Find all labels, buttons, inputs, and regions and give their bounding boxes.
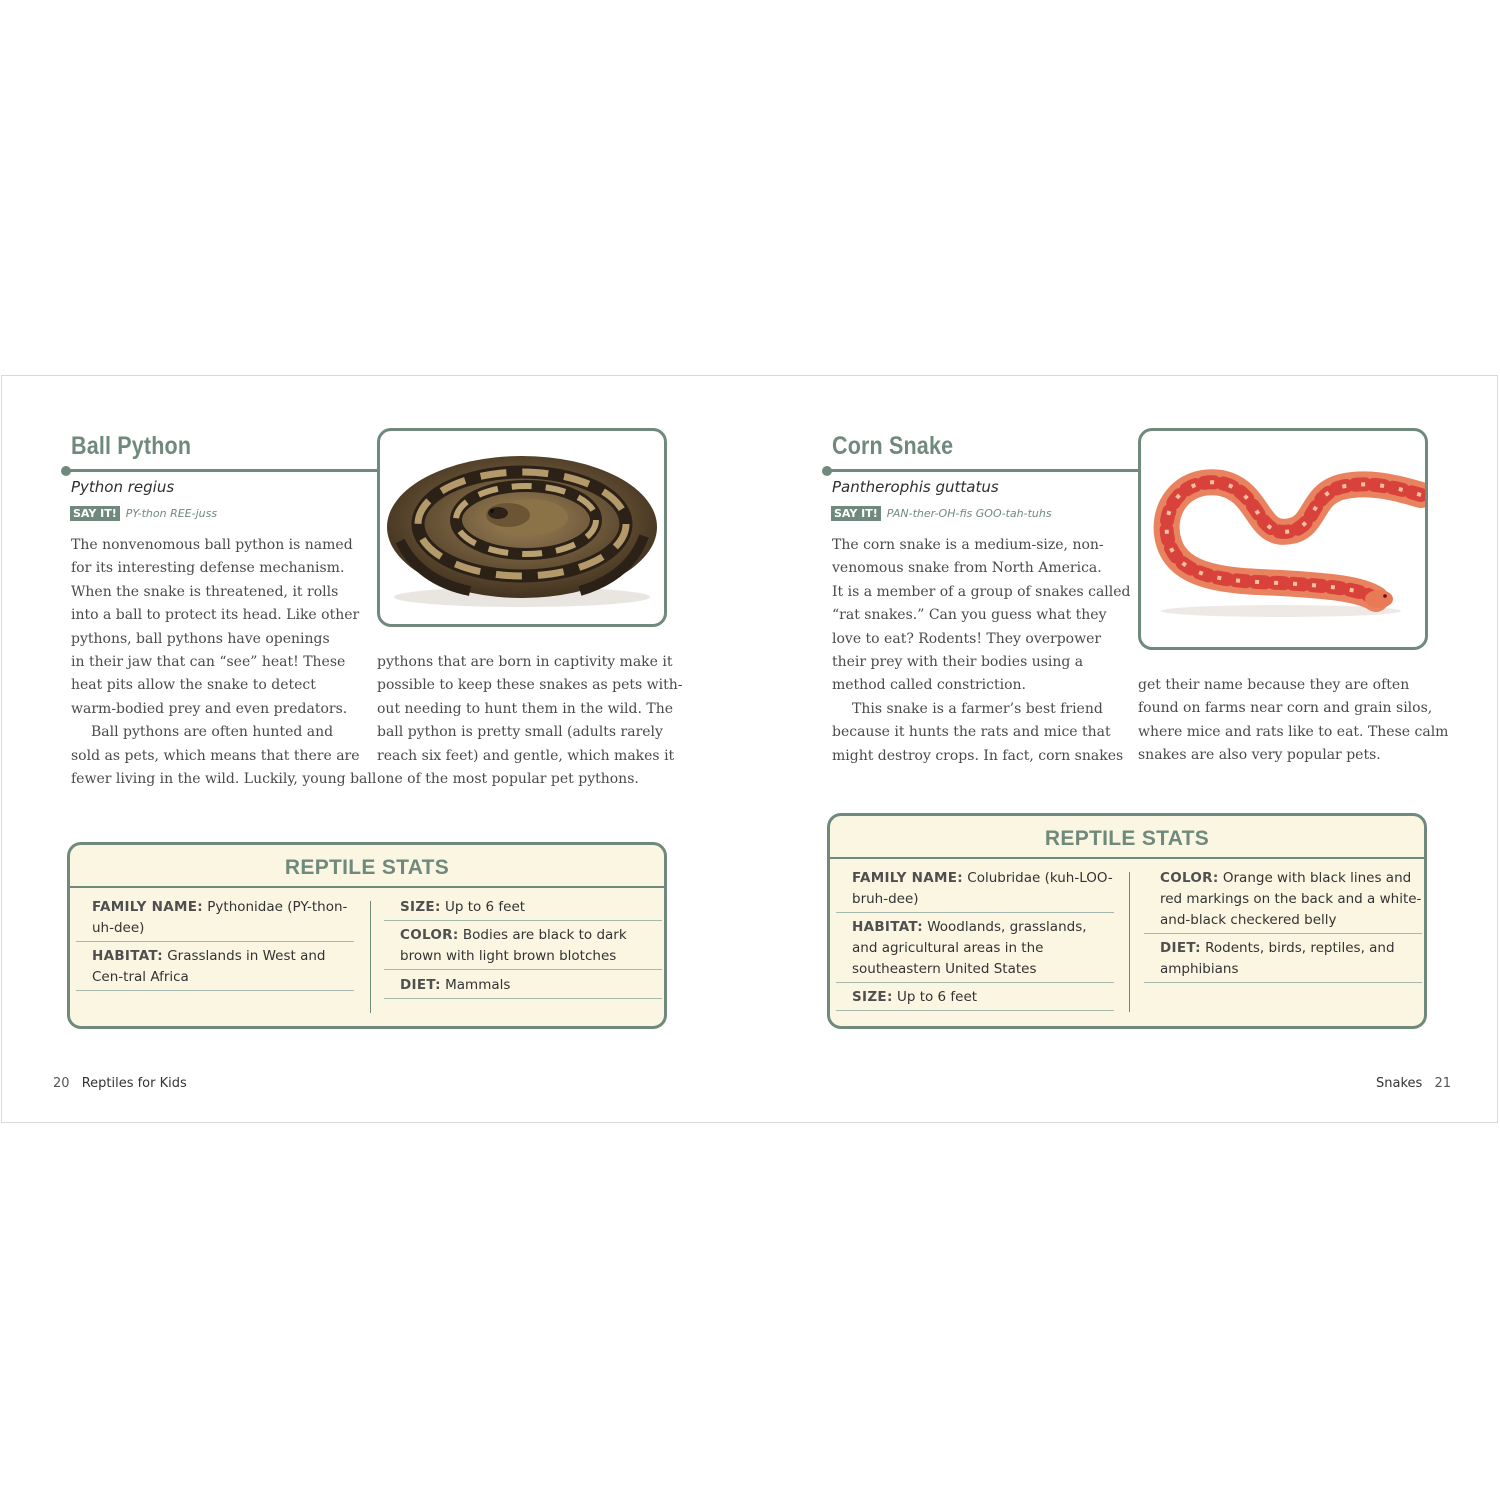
left-say-it <box>70 506 217 521</box>
body-text-line: It is a member of a group of snakes called <box>832 583 1131 600</box>
right-stat-diet <box>1144 938 1426 980</box>
right-reptile-stats <box>827 813 1427 1029</box>
left-running-title: Reptiles for Kids <box>81 1076 187 1091</box>
right-stats-column-divider <box>1129 872 1130 1012</box>
right-running-title: Snakes <box>1376 1076 1423 1091</box>
right-stat-habitat-line <box>836 982 1114 983</box>
left-say-it-badge: SAY IT! <box>70 506 120 521</box>
right-stat-family-value: Colubridae (kuh-LOO-bruh-dee) <box>852 870 1113 907</box>
left-stat-color <box>384 925 664 967</box>
body-text-line: for its interesting defense mechanism. <box>71 560 345 577</box>
left-stat-color-value: Bodies are black to dark brown with light brown blotches <box>400 927 627 964</box>
corn-snake-photo <box>1141 431 1425 647</box>
left-stat-habitat-line <box>76 990 354 991</box>
body-text-line: found on farms near corn and grain silos, <box>1138 700 1433 717</box>
right-stat-color-value: Orange with black lines and red markings on the back and a white-and-black checkered belly <box>1160 870 1422 928</box>
right-footer <box>1376 1076 1459 1091</box>
body-text-line: reach six feet) and gentle, which makes it <box>377 747 675 764</box>
body-text-line: snakes are also very popular pets. <box>1138 747 1381 764</box>
right-stat-habitat-value: Woodlands, grasslands, and agricultural areas in the southeastern United States <box>852 919 1087 977</box>
left-stat-family-line <box>76 941 354 942</box>
right-body-column-1 <box>832 534 1132 768</box>
left-stat-habitat <box>76 946 356 988</box>
body-text-line: The nonvenomous ball python is named <box>71 537 353 553</box>
right-scientific-name: Pantherophis guttatus <box>832 478 999 496</box>
left-title-rule <box>66 469 380 472</box>
body-text-line: warm-bodied prey and even predators. <box>71 700 348 717</box>
right-stat-diet-label: DIET: <box>1160 940 1201 956</box>
right-body-column-2 <box>1138 674 1449 768</box>
left-stat-diet <box>384 975 664 996</box>
body-text-line: heat pits allow the snake to detect <box>71 677 316 694</box>
right-say-it <box>831 506 1052 521</box>
right-stat-family-line <box>836 912 1114 913</box>
left-photo-frame <box>377 428 667 627</box>
left-footer <box>45 1076 187 1091</box>
body-text-line: method called constriction. <box>832 677 1026 694</box>
body-text-line: because it hunts the rats and mice that <box>832 724 1111 741</box>
body-text-line: where mice and rats like to eat. These calm <box>1138 723 1449 740</box>
left-stat-size-value: Up to 6 feet <box>444 899 526 915</box>
body-text-line: This snake is a farmer’s best friend <box>852 700 1103 717</box>
left-scientific-name: Python regius <box>71 478 175 496</box>
body-text-line: might destroy crops. In fact, corn snakes <box>832 747 1124 764</box>
body-text-line: “rat snakes.” Can you guess what they <box>832 607 1107 624</box>
left-title: Ball Python <box>71 432 192 460</box>
right-page-number: 21 <box>1434 1076 1451 1091</box>
body-text-line: sold as pets, which means that there are <box>71 747 360 764</box>
left-stat-family-label: FAMILY NAME: <box>92 899 203 915</box>
left-stats-divider <box>70 886 664 888</box>
body-text-line: When the snake is threatened, it rolls <box>71 583 339 600</box>
body-text-line: out needing to hunt them in the wild. The <box>377 700 674 717</box>
left-stat-size-line <box>384 920 662 921</box>
right-stat-diet-line <box>1144 982 1422 983</box>
left-page-number: 20 <box>53 1076 70 1091</box>
body-text-line: possible to keep these snakes as pets with- <box>377 677 683 694</box>
body-text-line: love to eat? Rodents! They overpower <box>832 630 1102 647</box>
right-say-it-badge: SAY IT! <box>831 506 881 521</box>
left-stat-habitat-value: Grasslands in West and Cen-tral Africa <box>92 948 326 985</box>
body-text-line: venomous snake from North America. <box>832 560 1102 577</box>
left-stat-size-label: SIZE: <box>400 899 441 915</box>
left-stat-habitat-label: HABITAT: <box>92 948 163 964</box>
body-text-line: one of the most popular pet pythons. <box>377 771 639 788</box>
right-stat-family-label: FAMILY NAME: <box>852 870 963 886</box>
right-stats-divider <box>830 857 1424 859</box>
body-text-line: Ball pythons are often hunted and <box>91 724 334 741</box>
right-stat-habitat-label: HABITAT: <box>852 919 923 935</box>
left-stat-color-line <box>384 969 662 970</box>
left-body-column-1 <box>71 534 377 791</box>
right-stat-size-label: SIZE: <box>852 989 893 1005</box>
body-text-line: into a ball to protect its head. Like other <box>71 607 360 624</box>
left-reptile-stats <box>67 842 667 1029</box>
left-pronunciation: PY-thon REE-juss <box>125 507 218 520</box>
left-stats-title: REPTILE STATS <box>284 856 450 879</box>
right-pronunciation: PAN-ther-OH-fis GOO-tah-tuhs <box>886 507 1052 520</box>
body-text-line: their prey with their bodies using a <box>832 654 1084 671</box>
right-stat-habitat <box>836 917 1116 980</box>
right-stats-title: REPTILE STATS <box>1044 827 1210 850</box>
right-stat-color-line <box>1144 933 1422 934</box>
right-stat-size-line <box>836 1010 1114 1011</box>
left-body-column-2 <box>377 651 683 791</box>
left-stat-diet-value: Mammals <box>445 977 511 993</box>
left-stat-size <box>384 897 664 918</box>
left-stat-color-label: COLOR: <box>400 927 459 943</box>
left-stat-family <box>76 897 356 939</box>
body-text-line: ball python is pretty small (adults rarely <box>377 724 663 741</box>
body-text-line: pythons, ball pythons have openings <box>71 630 330 647</box>
body-text-line: The corn snake is a medium-size, non- <box>832 537 1104 553</box>
right-stat-size-value: Up to 6 feet <box>896 989 978 1005</box>
right-stat-diet-value: Rodents, birds, reptiles, and amphibians <box>1160 940 1395 977</box>
right-photo-frame <box>1138 428 1428 650</box>
left-stats-column-divider <box>370 901 371 1013</box>
body-text-line: in their jaw that can “see” heat! These <box>71 654 346 671</box>
left-stat-diet-label: DIET: <box>400 977 441 993</box>
body-text-line: fewer living in the wild. Luckily, young ball <box>71 771 377 788</box>
ball-python-photo <box>380 431 664 624</box>
right-title: Corn Snake <box>832 432 954 460</box>
body-text-line: get their name because they are often <box>1138 677 1410 693</box>
left-stat-family-value: Pythonidae (PY-thon-uh-dee) <box>92 899 348 936</box>
right-stat-color-label: COLOR: <box>1160 870 1219 886</box>
right-stat-size <box>836 987 1116 1008</box>
right-stat-family <box>836 868 1116 910</box>
right-stat-color <box>1144 868 1426 931</box>
right-title-rule <box>827 469 1141 472</box>
left-stat-diet-line <box>384 998 662 999</box>
body-text-line: pythons that are born in captivity make it <box>377 654 673 670</box>
